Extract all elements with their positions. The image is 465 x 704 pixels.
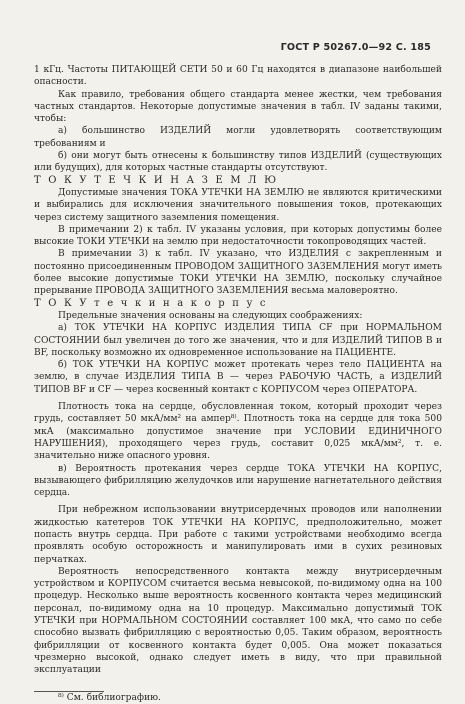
section-heading: Т О К У т е ч к и н а к о р п у с bbox=[34, 297, 268, 309]
paragraph: Предельные значения основаны на следующих соображениях: bbox=[58, 310, 363, 321]
list-item: а) ТОК УТЕЧКИ НА КОРПУС ИЗДЕЛИЯ ТИПА CF при НОРМАЛЬНОМ СОСТОЯНИИ был увеличен до того же значения, что и для ИЗДЕЛИЙ ТИПОВ В и BF, поскольку возможно их одновременное использование на ПАЦИЕНТЕ. bbox=[34, 323, 442, 358]
list-item: б) ТОК УТЕЧКИ НА КОРПУС может протекать через тело ПАЦИЕНТА на землю, в случае ИЗДЕЛИЯ ТИПА В — через РАБОЧУЮ ЧАСТЬ, а ИЗДЕЛИЙ ТИПОВ BF и CF — через косвенный контакт с КОРПУСОМ через ОПЕРАТОРА. bbox=[34, 360, 442, 395]
list-item: а) большинство ИЗДЕЛИЙ могли удовлетворять соответствующим требованиям и bbox=[34, 126, 442, 149]
section-heading: Т О К У Т Е Ч К И Н А З Е М Л Ю bbox=[34, 174, 279, 186]
paragraph: Вероятность непосредственного контакта между внутрисердечным устройством и КОРПУСОМ считается весьма невысокой, по-видимому одна на 100 процедур. Несколько выше вероятность косвенного контакта через медицинский персонал, по-видимому одна на 10 процедур. Максимально допустимый ТОК УТЕЧКИ при НОРМАЛЬНОМ СОСТОЯНИИ составляет 100 мкА, что само по себе способно вызвать фибрилляцию с вероятностью 0,05. Таким образом, вероятность фибрилляции от косвенного контакта будет 0,005. Она может показаться чрезмерно высокой, однако следует иметь в виду, что при правильной эксплуатации bbox=[34, 566, 442, 676]
footnote: ⁸⁾ См. библиографию. bbox=[58, 692, 161, 703]
list-item: б) они могут быть отнесены к большинству типов ИЗДЕЛИЙ (существующих или будущих), для которых частные стандарты отсутствуют. bbox=[34, 151, 442, 174]
paragraph: Как правило, требования общего стандарта менее жестки, чем требования частных стандартов. Некоторые допустимые значения в табл. IV заданы такими, чтобы: bbox=[34, 89, 442, 125]
paragraph: В примечании 2) к табл. IV указаны условия, при которых допустимы более высокие ТОКИ УТЕЧКИ на землю при недостаточности токопроводящих частей. bbox=[34, 224, 442, 248]
paragraph: 1 кГц. Частоты ПИТАЮЩЕЙ СЕТИ 50 и 60 Гц находятся в диапазоне наибольшей опасности. bbox=[34, 65, 442, 88]
paragraph: При небрежном использовании внутрисердечных проводов или наполнении жидкостью катетеров ТОК УТЕЧКИ НА КОРПУС, предположительно, может попасть внутрь сердца. При работе с такими устройствами необходимо всегда проявлять особую осторожность и манипулировать ими в сухих резиновых перчатках. bbox=[34, 505, 442, 565]
paragraph: В примечании 3) к табл. IV указано, что ИЗДЕЛИЯ с закрепленным и постоянно присоединенным ПРОВОДОМ ЗАЩИТНОГО ЗАЗЕМЛЕНИЯ могут иметь более высокие допустимые ТОКИ УТЕЧКИ НА ЗЕМЛЮ, поскольку случайное прерывание ПРОВОДА ЗАЩИТНОГО ЗАЗЕМЛЕНИЯ весьма маловероятно. bbox=[34, 249, 442, 297]
paragraph: Плотность тока на сердце, обусловленная током, который проходит через грудь, составляет 50 мкА/мм² на ампер⁸⁾. Плотность тока на сердце для тока 500 мкА (максимально допустимое значение при УСЛОВИИ ЕДИНИЧНОГО НАРУШЕНИЯ), проходящего через грудь, составит 0,025 мкА/мм², т. е. значительно ниже опасного уровня. bbox=[34, 402, 442, 462]
page-header: ГОСТ Р 50267.0—92 С. 185 bbox=[280, 42, 431, 53]
paragraph: Допустимые значения ТОКА УТЕЧКИ НА ЗЕМЛЮ не являются критическими и выбирались для исключения значительного повышения токов, протекающих через систему защитного заземления помещения. bbox=[34, 187, 442, 223]
document-body bbox=[34, 64, 442, 704]
list-item: в) Вероятность протекания через сердце ТОКА УТЕЧКИ НА КОРПУС, вызывающего фибрилляцию желудочков или нарушение нагнетательного действия сердца. bbox=[34, 463, 442, 499]
